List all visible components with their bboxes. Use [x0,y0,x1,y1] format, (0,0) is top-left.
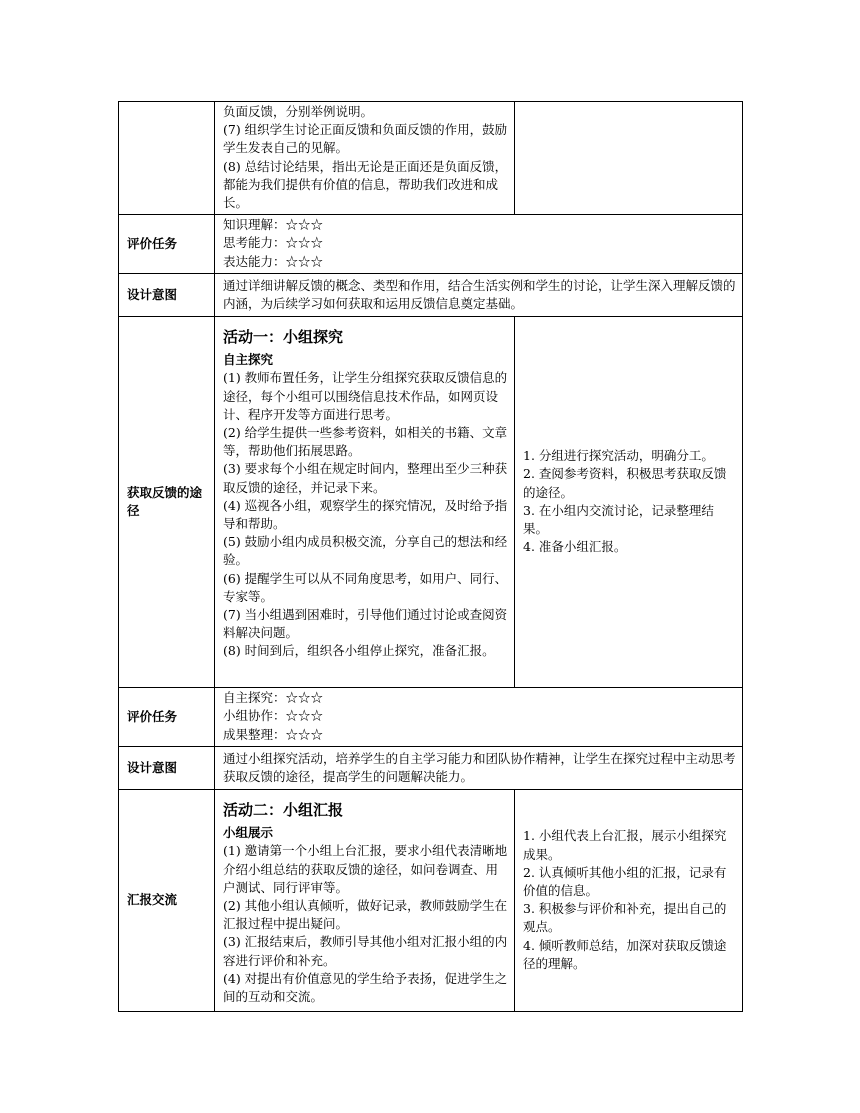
step-text: (2) 给学生提供一些参考资料，如相关的书籍、文章等，帮助他们拓展思路。 [223,425,508,459]
evaluation-item: 小组协作：☆☆☆ [223,708,324,724]
table-row-intent-2 [119,747,743,790]
student-step: 1. 分组进行探究活动，明确分工。 [523,448,714,464]
row-label-empty [119,102,215,215]
student-step: 1. 小组代表上台汇报，展示小组探究成果。 [523,828,727,862]
step-text: (1) 邀请第一个小组上台汇报，要求小组代表清晰地介绍小组总结的获取反馈的途径，如问卷调查、用户测试、同行评审等。 [223,843,508,895]
student-step: 4. 准备小组汇报。 [523,539,627,555]
row-label: 汇报交流 [119,790,215,1012]
student-step: 3. 积极参与评价和补充，提出自己的观点。 [523,901,727,935]
step-text: (8) 时间到后，组织各小组停止探究，准备汇报。 [223,643,495,659]
step-text: 负面反馈，分别举例说明。 [223,104,374,119]
evaluation-cell [215,688,743,747]
step-text: (2) 其他小组认真倾听，做好记录，教师鼓励学生在汇报过程中提出疑问。 [223,898,508,932]
student-activity-cell [515,317,743,688]
student-step: 3. 在小组内交流讨论，记录整理结果。 [523,502,714,536]
activity-title: 活动二：小组汇报 [223,801,344,820]
step-text: (7) 组织学生讨论正面反馈和负面反馈的作用，鼓励学生发表自己的见解。 [223,122,508,156]
student-step: 2. 认真倾听其他小组的汇报，记录有价值的信息。 [523,864,727,899]
teacher-activity-cell [215,317,515,688]
step-text: (3) 要求每个小组在规定时间内，整理出至少三种获取反馈的途径，并记录下来。 [223,461,508,495]
step-text: (5) 鼓励小组内成员积极交流，分享自己的想法和经验。 [223,534,508,568]
step-text: (4) 对提出有价值意见的学生给予表扬，促进学生之间的互动和交流。 [223,970,508,1005]
activity-subtitle: 自主探究 [223,352,274,368]
student-step: 4. 倾听教师总结，加深对获取反馈途径的理解。 [523,937,727,971]
table-row-intent-1 [119,274,743,317]
table-row-activity-2 [119,790,743,1012]
activity-title: 活动一：小组探究 [223,328,344,347]
lesson-plan-table [118,101,743,1012]
teacher-activity-cell [215,102,515,215]
student-activity-cell [515,102,743,215]
evaluation-item: 表达能力：☆☆☆ [223,253,324,269]
step-text: (3) 汇报结束后，教师引导其他小组对汇报小组的内容进行评价和补充。 [223,934,508,968]
activity-subtitle: 小组展示 [223,825,274,841]
row-label: 设计意图 [119,747,215,790]
evaluation-item: 成果整理：☆☆☆ [223,726,324,742]
teacher-activity-cell [215,790,515,1012]
intent-text: 通过详细讲解反馈的概念、类型和作用，结合生活实例和学生的讨论，让学生深入理解反馈的内涵，为后续学习如何获取和运用反馈信息奠定基础。 [215,274,743,317]
step-text: (6) 提醒学生可以从不同角度思考，如用户、同行、专家等。 [223,570,508,604]
step-text: (8) 总结讨论结果，指出无论是正面还是负面反馈，都能为我们提供有价值的信息，帮助我们改进和成长。 [223,158,508,211]
step-text: (1) 教师布置任务，让学生分组探究获取反馈信息的途径，每个小组可以围绕信息技术作品，如网页设计、程序开发等方面进行思考。 [223,370,508,422]
row-label: 评价任务 [119,688,215,747]
table-row-evaluation-2 [119,688,743,747]
student-step: 2. 查阅参考资料，积极思考获取反馈的途径。 [523,466,727,500]
evaluation-item: 知识理解：☆☆☆ [223,217,324,233]
row-label: 获取反馈的途径 [119,317,215,688]
intent-text: 通过小组探究活动，培养学生的自主学习能力和团队协作精神，让学生在探究过程中主动思考获取反馈的途径，提高学生的问题解决能力。 [215,747,743,790]
row-label: 设计意图 [119,274,215,317]
table-row-activity-1 [119,317,743,688]
step-text: (7) 当小组遇到困难时，引导他们通过讨论或查阅资料解决问题。 [223,607,508,641]
table-row-evaluation-1 [119,215,743,274]
step-text: (4) 巡视各小组，观察学生的探究情况，及时给予指导和帮助。 [223,497,508,532]
student-activity-cell [515,790,743,1012]
table-row-continuation [119,102,743,215]
evaluation-item: 思考能力：☆☆☆ [223,235,324,251]
evaluation-cell [215,215,743,274]
evaluation-item: 自主探究：☆☆☆ [223,690,324,706]
row-label: 评价任务 [119,215,215,274]
